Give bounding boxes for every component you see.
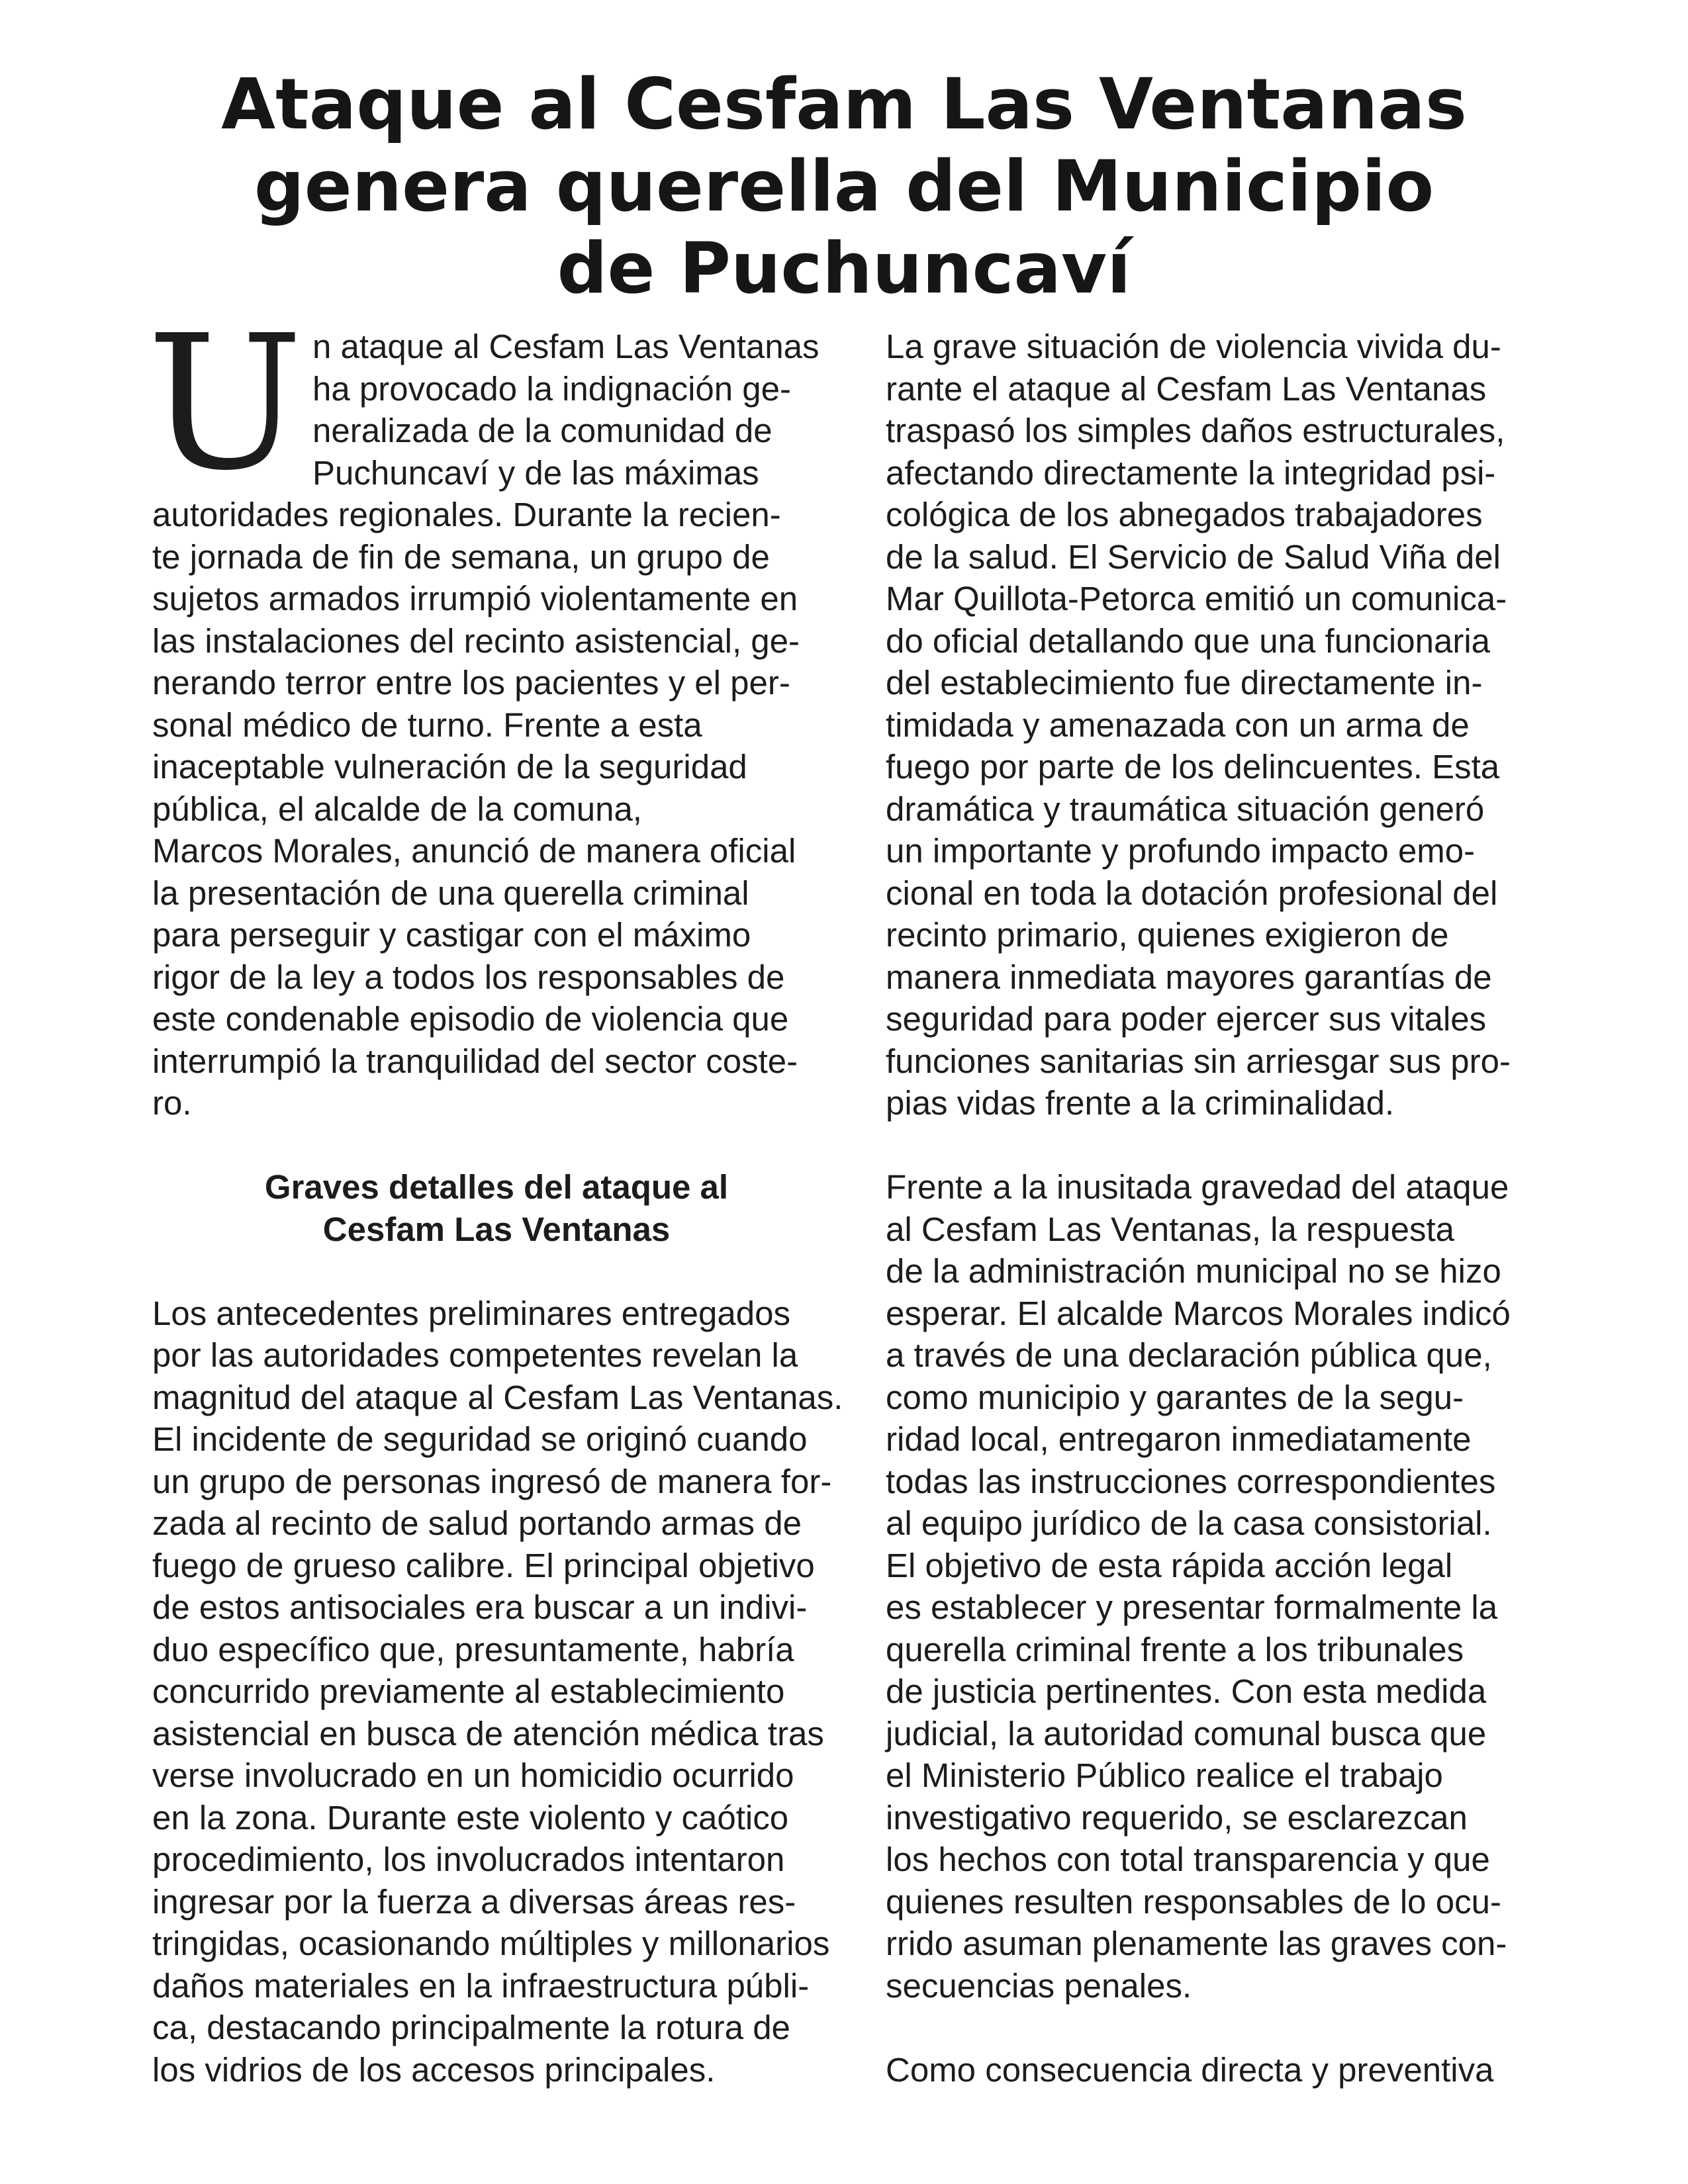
text-line: de la administración municipal no se hizo	[886, 1252, 1501, 1290]
response-paragraph	[886, 1166, 1561, 2007]
text-line: tringidas, ocasionando múltiples y millonarios	[152, 1925, 830, 1962]
paragraph-gap	[886, 1124, 1561, 1167]
text-line: cional en toda la dotación profesional del	[886, 874, 1498, 912]
text-line: judicial, la autoridad comunal busca que	[886, 1714, 1487, 1752]
text-line: querella criminal frente a los tribunales	[886, 1630, 1464, 1668]
text-line: afectando directamente la integridad psi-	[886, 453, 1496, 492]
text-line: un grupo de personas ingresó de manera for-	[152, 1462, 832, 1500]
text-line: al Cesfam Las Ventanas, la respuesta	[886, 1210, 1455, 1248]
text-line: ha provocado la indignación ge-	[312, 369, 792, 408]
text-line: en la zona. Durante este violento y caótico	[152, 1798, 789, 1837]
text-line: do oficial detallando que una funcionaria	[886, 621, 1491, 660]
text-line: La grave situación de violencia vivida du-	[886, 328, 1501, 365]
text-line: de estos antisociales era buscar a un indivi-	[152, 1588, 808, 1626]
headline-line: de Puchuncaví	[557, 228, 1131, 309]
text-line: procedimiento, los involucrados intentaron	[152, 1841, 785, 1878]
text-line: asistencial en busca de atención médica tras	[152, 1714, 824, 1752]
headline-line: genera querella del Municipio	[254, 146, 1434, 227]
text-line: rrido asuman plenamente las graves con-	[886, 1925, 1507, 1962]
text-line: Puchuncaví y de las máximas	[312, 453, 759, 492]
drop-cap: U	[147, 296, 303, 512]
article-headline	[99, 64, 1589, 310]
left-column	[152, 326, 841, 2091]
text-line: recinto primario, quienes exigieron de	[886, 916, 1449, 954]
text-line: del establecimiento fue directamente in-	[886, 664, 1483, 702]
text-line: para perseguir y castigar con el máximo	[152, 916, 751, 954]
text-line: zada al recinto de salud portando armas de	[152, 1504, 802, 1542]
subheading-line: Graves detalles del ataque al	[264, 1168, 729, 1206]
text-line: cológica de los abnegados trabajadores	[886, 496, 1483, 533]
text-line: los hechos con total transparencia y que	[886, 1841, 1490, 1878]
text-line: el Ministerio Público realice el trabajo	[886, 1756, 1443, 1794]
text-line: neralizada de la comunidad de	[312, 412, 773, 449]
text-line: ingresar por la fuerza a diversas áreas res-	[152, 1882, 796, 1921]
text-line: ro.	[152, 1084, 192, 1122]
text-line: las instalaciones del recinto asistencial, ge-	[152, 621, 800, 660]
text-line: autoridades regionales. Durante la recien-	[152, 496, 781, 533]
text-line: seguridad para poder ejercer sus vitales	[886, 1000, 1487, 1038]
text-line: magnitud del ataque al Cesfam Las Ventanas.	[152, 1378, 843, 1416]
text-line: de justicia pertinentes. Con esta medida	[886, 1672, 1487, 1710]
text-line: este condenable episodio de violencia que	[152, 1000, 789, 1038]
text-line: Los antecedentes preliminares entregados	[152, 1294, 790, 1332]
details-paragraph	[152, 1293, 841, 2091]
text-line: sujetos armados irrumpió violentamente en	[152, 580, 798, 617]
text-line: verse involucrado en un homicidio ocurrido	[152, 1756, 794, 1794]
text-line: pias vidas frente a la criminalidad.	[886, 1084, 1395, 1122]
text-line: nerando terror entre los pacientes y el per-	[152, 664, 790, 702]
text-line: rigor de la ley a todos los responsables de	[152, 958, 785, 996]
text-line: sonal médico de turno. Frente a esta	[152, 705, 702, 744]
text-line: rante el ataque al Cesfam Las Ventanas	[886, 369, 1487, 408]
right-column	[886, 326, 1561, 2091]
text-line: manera inmediata mayores garantías de	[886, 958, 1492, 996]
text-line: fuego de grueso calibre. El principal objetivo	[152, 1546, 815, 1584]
text-line: esperar. El alcalde Marcos Morales indicó	[886, 1294, 1511, 1332]
text-line: secuencias penales.	[886, 1966, 1192, 2005]
text-line: investigativo requerido, se esclarezcan	[886, 1798, 1468, 1837]
text-line: al equipo jurídico de la casa consistorial.	[886, 1504, 1492, 1542]
text-line: un importante y profundo impacto emo-	[886, 832, 1476, 870]
text-line: timidada y amenazada con un arma de	[886, 705, 1470, 744]
impact-paragraph	[886, 326, 1561, 1124]
text-line: El incidente de seguridad se originó cuando	[152, 1420, 808, 1458]
text-line: inaceptable vulneración de la seguridad	[152, 748, 747, 786]
text-line: Mar Quillota-Petorca emitió un comunica-	[886, 580, 1507, 617]
text-line: los vidrios de los accesos principales.	[152, 2050, 716, 2089]
text-line: funciones sanitarias sin arriesgar sus pro-	[886, 1042, 1511, 1080]
text-line: fuego por parte de los delincuentes. Esta	[886, 748, 1500, 786]
text-line: te jornada de fin de semana, un grupo de	[152, 537, 770, 576]
text-line: la presentación de una querella criminal	[152, 874, 749, 912]
intro-paragraph	[152, 326, 841, 1124]
text-line: n ataque al Cesfam Las Ventanas	[312, 328, 820, 365]
text-line: por las autoridades competentes revelan la	[152, 1336, 798, 1374]
text-line: duo específico que, presuntamente, habría	[152, 1630, 794, 1668]
text-line: ridad local, entregaron inmediatamente	[886, 1420, 1472, 1458]
text-line: Frente a la inusitada gravedad del ataque	[886, 1168, 1509, 1206]
paragraph-gap	[152, 1124, 841, 1167]
text-line: todas las instrucciones correspondientes	[886, 1462, 1496, 1500]
text-line: interrumpió la tranquilidad del sector coste-	[152, 1042, 798, 1080]
text-line: pública, el alcalde de la comuna,	[152, 790, 642, 828]
text-line: Como consecuencia directa y preventiva	[886, 2050, 1494, 2089]
paragraph-gap	[886, 2007, 1561, 2049]
text-line: daños materiales en la infraestructura públi-	[152, 1966, 810, 2005]
text-line: El objetivo de esta rápida acción legal	[886, 1546, 1453, 1584]
text-line: como municipio y garantes de la segu-	[886, 1378, 1464, 1416]
subheading-line: Cesfam Las Ventanas	[322, 1210, 671, 1248]
text-line: a través de una declaración pública que,	[886, 1336, 1492, 1374]
consequence-paragraph	[886, 2049, 1561, 2091]
paragraph-gap	[152, 1250, 841, 1293]
section-subheading	[152, 1166, 841, 1250]
headline-line: Ataque al Cesfam Las Ventanas	[221, 64, 1467, 145]
text-line: de la salud. El Servicio de Salud Viña del	[886, 537, 1501, 576]
text-line: Marcos Morales, anunció de manera oficial	[152, 832, 796, 870]
text-line: dramática y traumática situación generó	[886, 790, 1485, 828]
text-line: quienes resulten responsables de lo ocu-	[886, 1882, 1501, 1921]
text-line: ca, destacando principalmente la rotura de	[152, 2009, 790, 2046]
text-line: traspasó los simples daños estructurales,	[886, 412, 1505, 449]
text-line: es establecer y presentar formalmente la	[886, 1588, 1498, 1626]
text-line: concurrido previamente al establecimiento	[152, 1672, 785, 1710]
